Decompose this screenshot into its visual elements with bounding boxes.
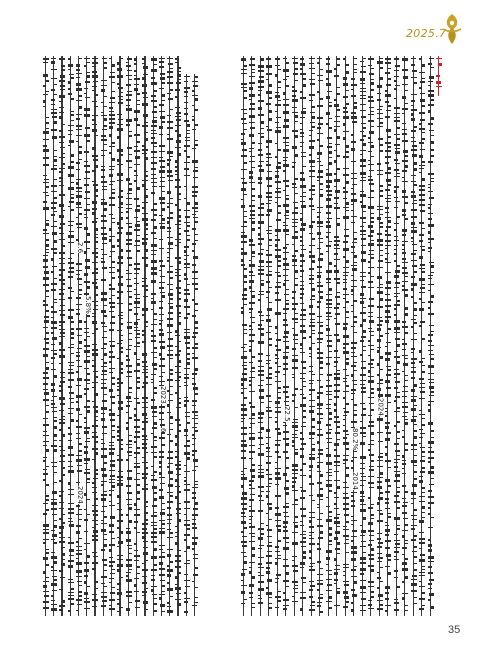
text-line: [351, 56, 357, 616]
gold-ornament-logo-icon: [441, 13, 463, 45]
text-line: [126, 56, 132, 616]
text-line: [142, 56, 148, 616]
heading-line: [436, 56, 442, 96]
text-line: [84, 56, 93, 616]
text-line: [283, 56, 289, 616]
text-line: [266, 56, 272, 616]
text-line: [134, 56, 140, 616]
text-line: [43, 56, 49, 616]
text-line: [175, 56, 181, 616]
text-line: [411, 56, 417, 616]
mongolian-text-column-right: [233, 56, 442, 618]
text-line: [317, 56, 323, 616]
text-line: [192, 74, 198, 616]
text-line: [368, 56, 374, 616]
text-line: [419, 56, 425, 616]
text-line: [292, 56, 298, 616]
text-line: [334, 56, 340, 616]
text-line: [377, 56, 383, 616]
text-line: [249, 56, 255, 616]
text-line: [343, 56, 349, 616]
text-line: [51, 56, 57, 616]
text-line: [159, 56, 165, 616]
text-line: [326, 56, 332, 616]
text-line: [92, 56, 98, 616]
text-line: [394, 56, 400, 616]
inline-number: 2023: [158, 386, 167, 404]
page-number: 35: [448, 624, 461, 636]
text-line: [167, 56, 173, 616]
text-line: [360, 56, 366, 616]
inline-number: 80.2%: [351, 428, 359, 451]
header-year: 2025.7: [406, 27, 447, 40]
text-line: [101, 56, 107, 616]
text-line: [428, 56, 434, 616]
inline-number: 2014: [351, 472, 359, 490]
inline-number: 2024: [376, 398, 385, 416]
inline-number: 5.8%: [84, 296, 93, 314]
text-line: [300, 56, 306, 616]
text-line: [76, 56, 82, 616]
inline-number: 6: [158, 428, 167, 433]
text-line: [59, 56, 65, 616]
text-line: [309, 56, 315, 616]
inline-number: 22.5: [283, 406, 291, 422]
text-line: [109, 56, 115, 616]
inline-number: 2024: [75, 486, 84, 504]
mongolian-text-column-left: [38, 56, 198, 618]
text-line: [275, 56, 281, 616]
text-line: [402, 56, 408, 616]
text-line: [151, 56, 157, 616]
text-line: [241, 56, 247, 616]
text-line: [258, 56, 264, 616]
text-line: [385, 56, 391, 616]
inline-number: 2.6: [75, 242, 84, 254]
text-line: [184, 74, 190, 616]
text-line: [68, 56, 74, 616]
text-line: [117, 56, 123, 616]
